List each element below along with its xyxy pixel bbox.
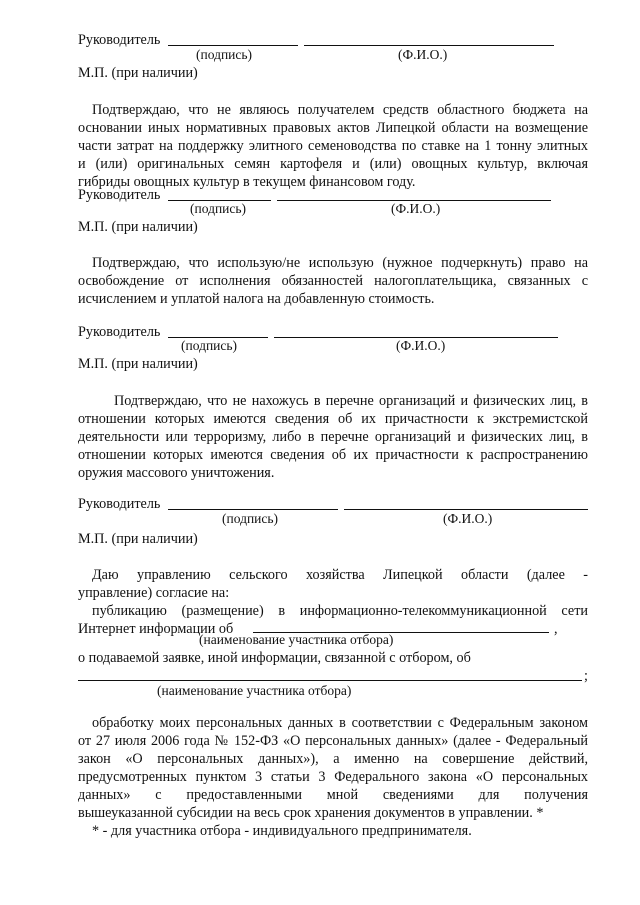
name-hint: (Ф.И.О.) bbox=[443, 511, 493, 526]
personal-data-line: от 27 июля 2006 года № 152-ФЗ «О персональных данных» (далее - Федеральный bbox=[78, 733, 588, 749]
personal-data-line: вышеуказанной субсидии на весь срок хранения документов в управлении. * bbox=[78, 805, 544, 821]
personal-data-line: закон «О персональных данных»), а именно на совершение действий, bbox=[78, 751, 588, 767]
consent-about: о подаваемой заявке, иной информации, связанной с отбором, об bbox=[78, 650, 471, 666]
paragraph-line: деятельности или терроризму, либо в перечне организаций и физических лиц, в bbox=[78, 429, 588, 445]
paragraph-line: Подтверждаю, что не являюсь получателем средств областного бюджета на bbox=[92, 102, 588, 118]
paragraph-line: исчислением и уплатой налога на добавленную стоимость. bbox=[78, 291, 435, 307]
consent-publication: публикацию (размещение) в информационно-телекоммуникационной сети bbox=[92, 603, 588, 619]
head-label: Руководитель bbox=[78, 187, 161, 203]
paragraph-line: освобождение от исполнения обязанностей налогоплательщика, связанных с bbox=[78, 273, 588, 289]
semicolon: ; bbox=[584, 668, 588, 684]
personal-data-line: предусмотренных пунктом 3 статьи 3 Федерального закона «О персональных bbox=[78, 769, 588, 785]
paragraph-line: Подтверждаю, что использую/не использую (нужное подчеркнуть) право на bbox=[92, 255, 588, 271]
signature-hint: (подпись) bbox=[196, 47, 253, 62]
paragraph-line: части затрат на поддержку элитного семеноводства по ставке на 1 тонну элитных bbox=[78, 138, 588, 154]
name-hint: (Ф.И.О.) bbox=[398, 47, 448, 62]
footnote: * - для участника отбора - индивидуального предпринимателя. bbox=[92, 823, 472, 839]
participant-name-hint: (наименование участника отбора) bbox=[157, 683, 352, 698]
head-label: Руководитель bbox=[78, 32, 161, 48]
consent-intro: управление) согласие на: bbox=[78, 585, 230, 601]
paragraph-line: отношении которых имеются сведения об их причастности к распространению bbox=[78, 447, 588, 463]
signature-hint: (подпись) bbox=[222, 511, 279, 526]
paragraph-line: основании иных нормативных правовых актов Липецкой области на возмещение bbox=[78, 120, 588, 136]
head-label: Руководитель bbox=[78, 324, 161, 340]
personal-data-line: обработку моих персональных данных в соответствии с Федеральным законом bbox=[92, 715, 588, 731]
stamp-note: М.П. (при наличии) bbox=[78, 65, 198, 81]
consent-intro: Даю управлению сельского хозяйства Липецкой области (далее - bbox=[92, 567, 588, 583]
signature-hint: (подпись) bbox=[181, 338, 238, 353]
stamp-note: М.П. (при наличии) bbox=[78, 531, 198, 547]
participant-name-hint: (наименование участника отбора) bbox=[199, 632, 394, 647]
paragraph-line: Подтверждаю, что не нахожусь в перечне организаций и физических лиц, в bbox=[114, 393, 588, 409]
paragraph-line: и (или) оригинальных семян картофеля и (или) овощных культур, включая bbox=[78, 156, 588, 172]
name-hint: (Ф.И.О.) bbox=[396, 338, 446, 353]
consent-publication: Интернет информации об bbox=[78, 621, 234, 637]
head-label: Руководитель bbox=[78, 496, 161, 512]
name-hint: (Ф.И.О.) bbox=[391, 201, 441, 216]
stamp-note: М.П. (при наличии) bbox=[78, 219, 198, 235]
stamp-note: М.П. (при наличии) bbox=[78, 356, 198, 372]
participant-name-line bbox=[78, 680, 582, 681]
paragraph-line: отношении которых имеются сведения об их причастности к экстремистской bbox=[78, 411, 588, 427]
comma: , bbox=[554, 621, 558, 637]
personal-data-line: данных» с предоставленными мной сведениями для получения bbox=[78, 787, 588, 803]
signature-hint: (подпись) bbox=[190, 201, 247, 216]
paragraph-line: гибриды овощных культур в текущем финансовом году. bbox=[78, 174, 416, 190]
paragraph-line: оружия массового уничтожения. bbox=[78, 465, 275, 481]
